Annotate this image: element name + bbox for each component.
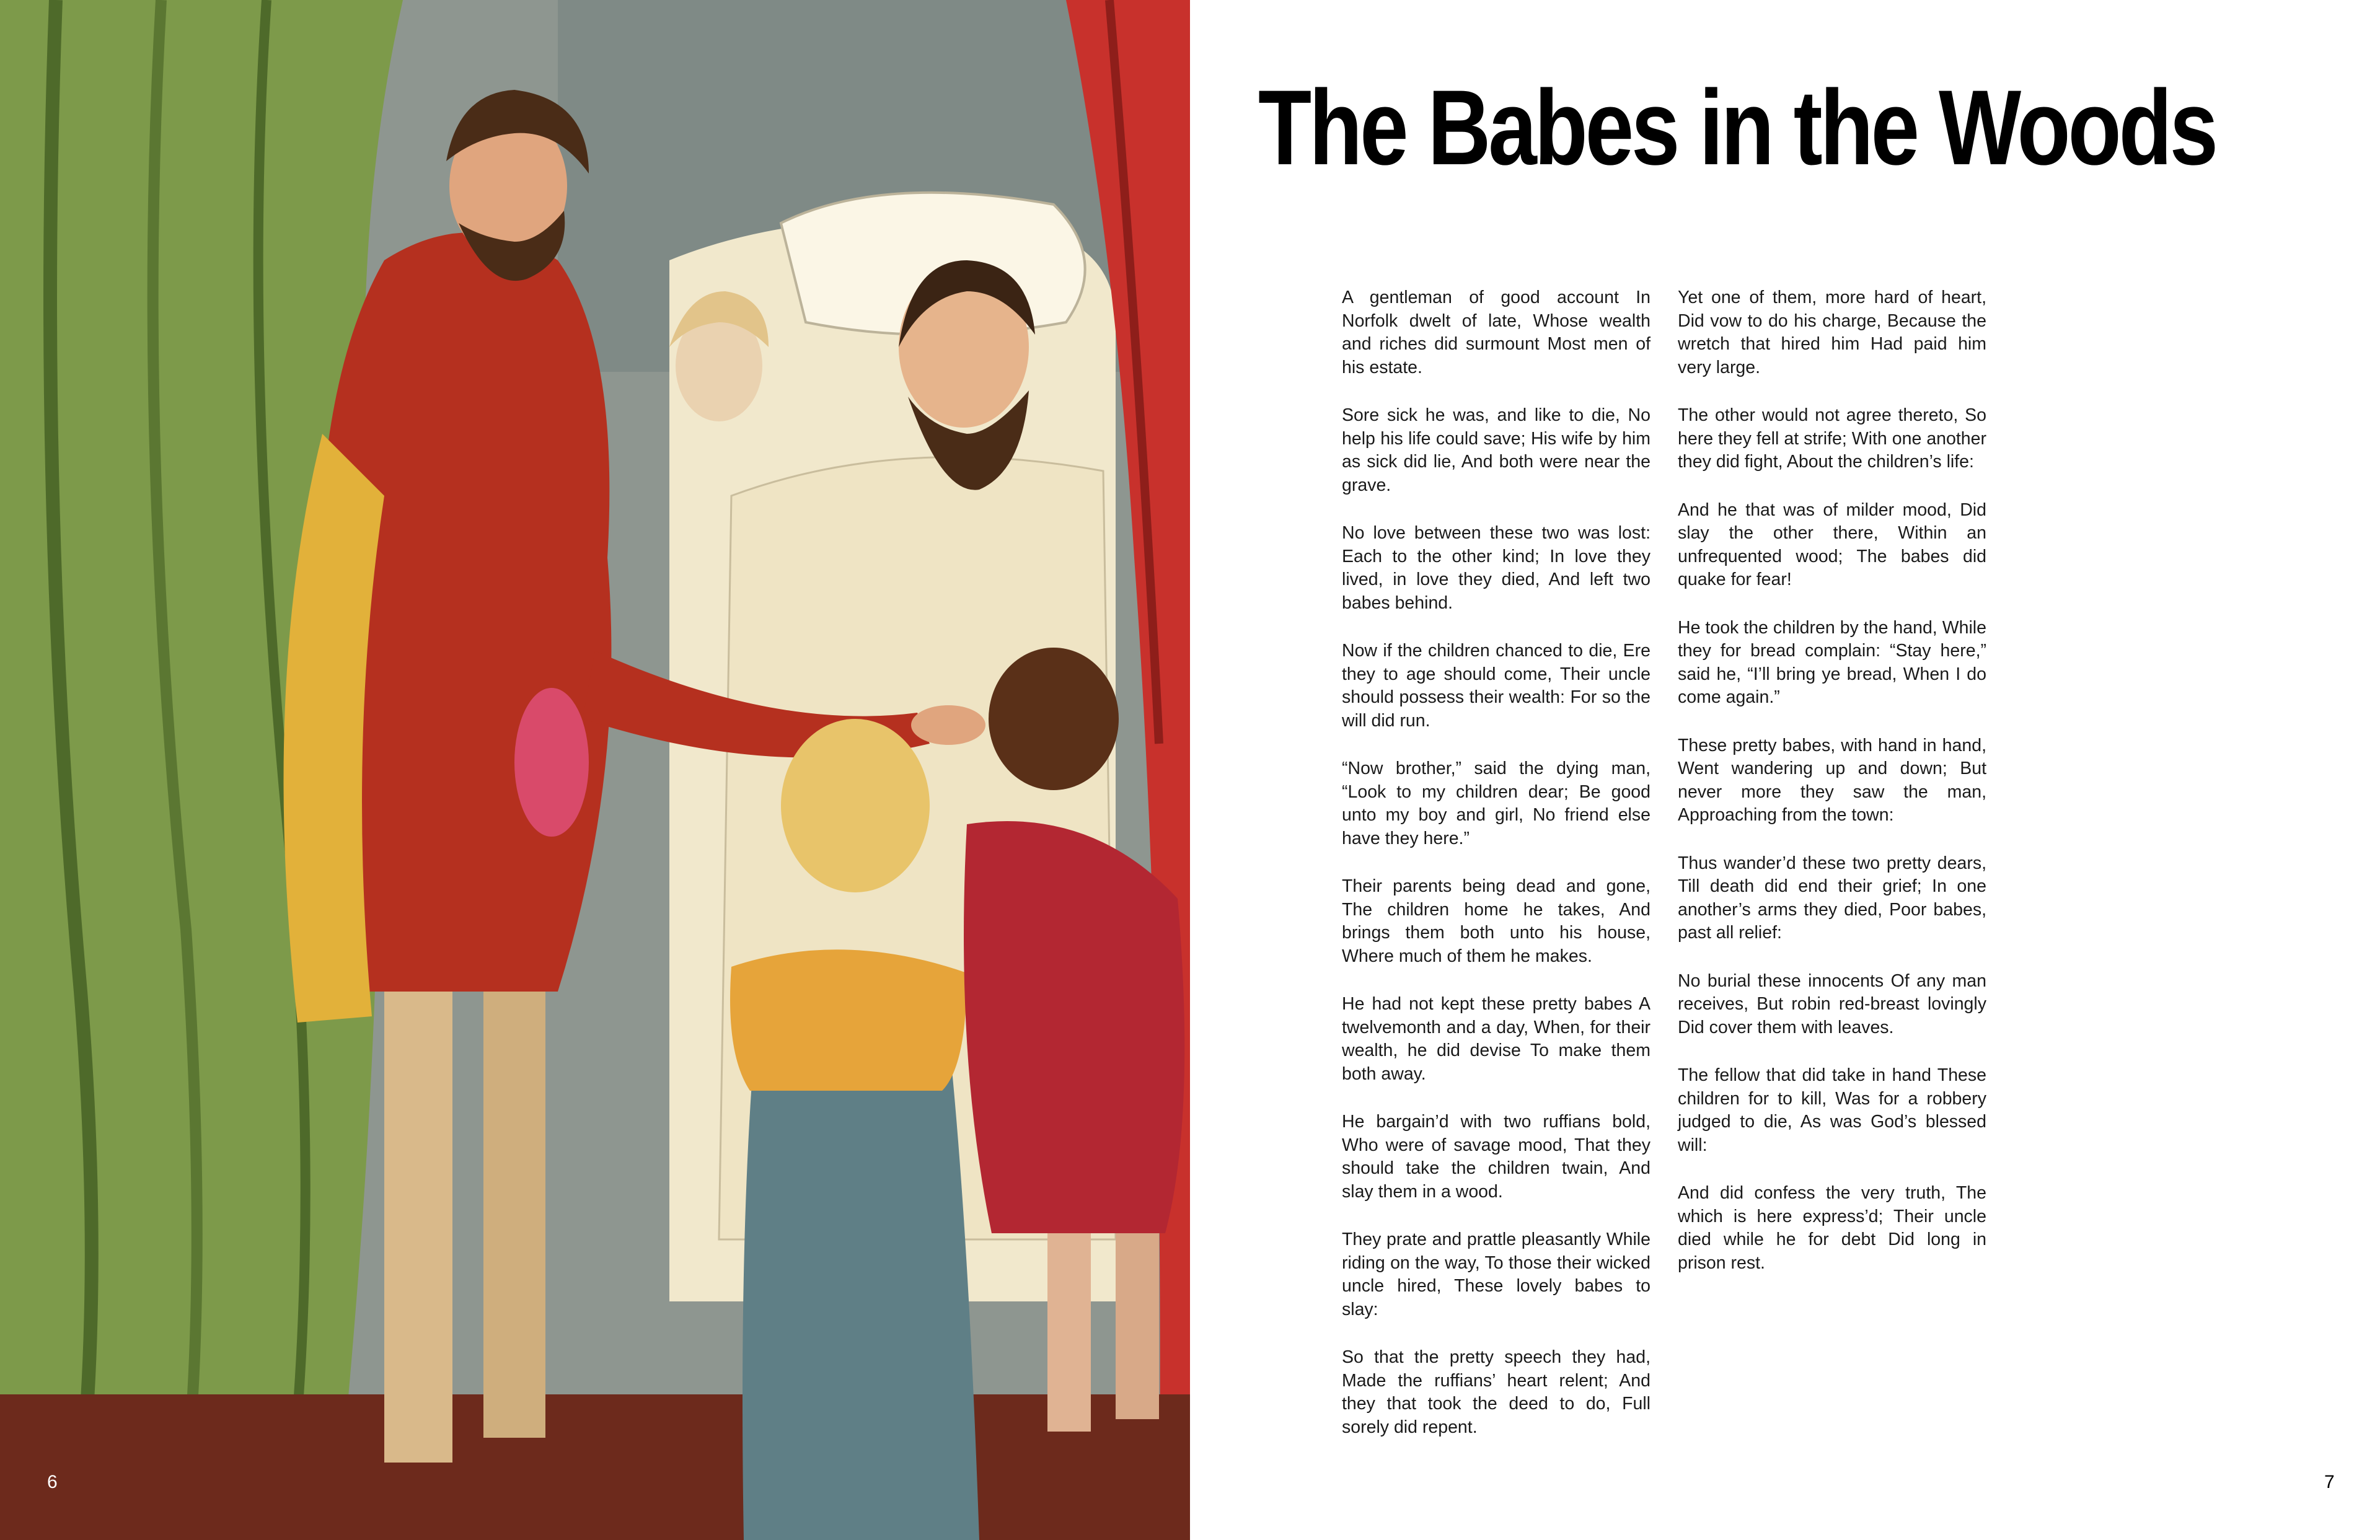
stanza: No love between these two was lost: Each to the other kind; In love they lived, in love they died, And left two babes behind. [1342, 523, 1651, 613]
stanza: The fellow that did take in hand These children for to kill, Was for a robbery judged to die, As was God’s blessed will: [1678, 1065, 1986, 1155]
stanza: Their parents being dead and gone, The children home he takes, And brings them both unto his house, Where much of them he makes. [1342, 876, 1651, 966]
stanza: Yet one of them, more hard of heart, Did vow to do his charge, Because the wretch that hired him Had paid him very large. [1678, 288, 1986, 377]
stanza: “Now brother,” said the dying man, “Look to my children dear; Be good unto my boy and girl, No friend else have they here.” [1342, 759, 1651, 848]
page-number-right: 7 [2324, 1472, 2335, 1492]
stanza: No burial these innocents Of any man receives, But robin red-breast lovingly Did cover them with leaves. [1678, 970, 1986, 1037]
stanza: He had not kept these pretty babes A twelvemonth and a day, When, for their wealth, he did devise To make them both away. [1342, 994, 1651, 1084]
stanza: They prate and prattle pleasantly While riding on the way, To those their wicked uncle hired, These lovely babes to slay: [1342, 1230, 1651, 1319]
stanza: A gentleman of good account In Norfolk dwelt of late, Whose wealth and riches did surmount Most men of his estate. [1342, 288, 1651, 377]
stanza: Thus wander’d these two pretty dears, Till death did end their grief; In one another’s arms they died, Poor babes, past all relief: [1678, 853, 1986, 943]
poem-column-right [1678, 286, 1986, 1464]
stanza: So that the pretty speech they had, Made the ruffians’ heart relent; And they that took the deed to do, Full sorely did repent. [1342, 1347, 1651, 1437]
stanza: And he that was of milder mood, Did slay the other there, Within an unfrequented wood; The babes did quake for fear! [1678, 499, 1986, 589]
stanza: These pretty babes, with hand in hand, Went wandering up and down; But never more they saw the man, Approaching from the town: [1678, 735, 1986, 825]
poem-column-left [1342, 286, 1651, 1464]
page-number-left: 6 [47, 1472, 58, 1492]
page-title: The Babes in the Woods [1258, 68, 2216, 187]
poem-columns [1342, 286, 1986, 1464]
stanza: The other would not agree thereto, So here they fell at strife; With one another they did fight, About the children’s life: [1678, 405, 1986, 472]
stanza: Now if the children chanced to die, Ere they to age should come, Their uncle should possess their wealth: For so the will did run. [1342, 641, 1651, 731]
stanza: He bargain’d with two ruffians bold, Who were of savage mood, That they should take the children twain, And slay them in a wood. [1342, 1112, 1651, 1202]
stanza: And did confess the very truth, The which is here express’d; Their uncle died while he for debt Did long in prison rest. [1678, 1183, 1986, 1273]
stanza: Sore sick he was, and like to die, No help his life could save; His wife by him as sick did lie, And both were near the grave. [1342, 405, 1651, 495]
stanza: He took the children by the hand, While they for bread complain: “Stay here,” said he, “I’ll bring ye bread, When I do come again.” [1678, 617, 1986, 707]
right-page [1190, 0, 2380, 1540]
